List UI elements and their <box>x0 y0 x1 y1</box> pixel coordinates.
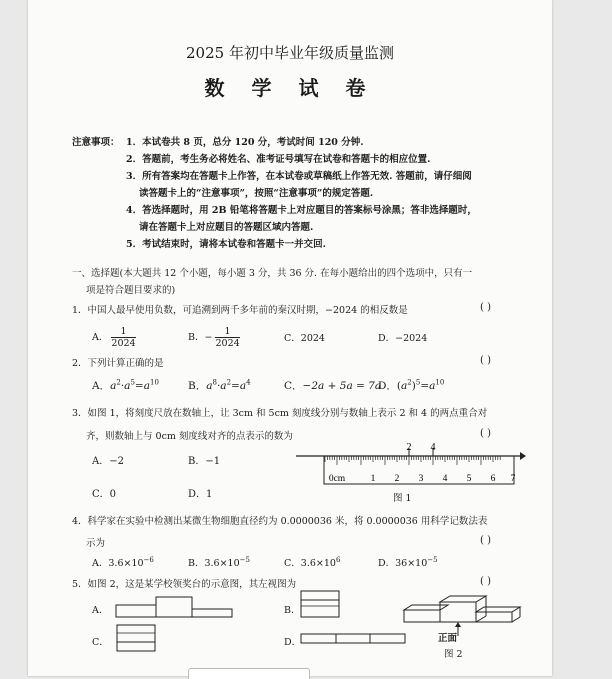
q1-stem: 1．中国人最早使用负数，可追溯到两千多年前的秦汉时期，−2024 的相反数是 <box>72 305 408 316</box>
q5-option-b-label[interactable]: B． <box>284 605 301 616</box>
q3-option-b[interactable]: B．−1 <box>188 456 221 467</box>
section-heading: 一、选择题(本大题共 12 个小题，每小题 3 分，共 36 分. 在每小题给出的四个选项中，只有一 <box>72 268 473 279</box>
page-footer-tab <box>188 668 310 679</box>
exam-page <box>28 0 552 676</box>
notice-item-5: 5．考试结束时，请将本试卷和答题卡一并交回. <box>126 239 326 250</box>
q5-option-c-figure[interactable] <box>116 624 160 654</box>
ruler-label-4: 4 <box>442 474 448 484</box>
q1-option-c[interactable]: C．2024 <box>284 333 325 344</box>
figure-1-caption: 图 1 <box>393 493 412 504</box>
subject-title: 数 学 试 卷 <box>204 76 376 100</box>
ruler-label-1: 1 <box>370 474 376 484</box>
axis-label-2: 2 <box>406 442 412 453</box>
q1-option-a[interactable]: A． $\frac{1}{2024}$ <box>92 326 136 349</box>
q4-stem-cont: 示为 <box>86 538 106 549</box>
q5-option-d-label[interactable]: D． <box>284 637 302 648</box>
q2-answer-paren: ( ) <box>480 355 491 366</box>
ruler-label-7: 7 <box>510 474 516 484</box>
ruler-label-5: 5 <box>466 474 472 484</box>
notice-item-3-cont: 读答题卡上的“注意事项”，按照“注意事项”的规定答题. <box>139 188 374 199</box>
section-heading-cont: 项是符合题目要求的) <box>86 285 176 296</box>
q3-option-c[interactable]: C．0 <box>92 489 117 500</box>
q3-option-a[interactable]: A．−2 <box>92 456 124 467</box>
fraction: $\frac{1}{2024}$ <box>111 326 136 349</box>
q5-option-b-figure[interactable] <box>300 590 344 620</box>
notice-item-3: 3．所有答案均在答题卡上作答，在本试卷或草稿纸上作答无效. 答题前，请仔细阅 <box>126 171 472 182</box>
q1-option-b[interactable]: B．− $\frac{1}{2024}$ <box>188 326 240 349</box>
q5-option-d-figure[interactable] <box>300 632 410 646</box>
q5-stem: 5．如图 2，这是某学校领奖台的示意图，其左视图为 <box>72 579 297 590</box>
q3-stem: 3．如图 1，将刻度尺放在数轴上，让 3cm 和 5cm 刻度线分别与数轴上表示 2 和 4 的两点重合对 <box>72 408 488 419</box>
q2-option-d[interactable]: D．$(a^2)^5=a^{10}$ <box>378 378 445 392</box>
q2-option-b[interactable]: B．$a^8\cdot a^2=a^4$ <box>188 378 251 392</box>
ruler-label-6: 6 <box>490 474 496 484</box>
q3-answer-paren: ( ) <box>480 428 491 439</box>
notice-item-4-cont: 请在答题卡上对应题目的答题区域内答题. <box>139 222 314 233</box>
q4-option-b[interactable]: B．$3.6\times 10^{-5}$ <box>188 555 250 569</box>
q4-option-c[interactable]: C．$3.6\times 10^6$ <box>284 555 341 569</box>
exam-title: 2025 年初中毕业年级质量监测 <box>186 44 394 62</box>
q1-answer-paren: ( ) <box>480 302 491 313</box>
figure-2-podium <box>400 592 530 638</box>
q5-option-a-figure[interactable] <box>116 596 246 620</box>
q5-option-c-label[interactable]: C． <box>92 637 109 648</box>
q5-answer-paren: ( ) <box>480 576 491 587</box>
q4-option-d[interactable]: D．$36\times 10^{-5}$ <box>378 555 438 569</box>
figure-2-front-label: 正面 <box>438 633 458 644</box>
q3-stem-cont: 齐，则数轴上与 0cm 刻度线对齐的点表示的数为 <box>86 431 293 442</box>
q5-option-a-label[interactable]: A． <box>92 605 109 616</box>
figure-2-caption: 图 2 <box>444 649 463 660</box>
ruler-label-3: 3 <box>418 474 424 484</box>
q4-option-a[interactable]: A．$3.6\times 10^{-6}$ <box>92 555 154 569</box>
notice-item-1: 1．本试卷共 8 页，总分 120 分，考试时间 120 分钟. <box>126 137 364 148</box>
q2-option-c[interactable]: C．−2a + 5a = 7a <box>284 380 382 392</box>
q2-option-a[interactable]: A．$a^2\cdot a^5=a^{10}$ <box>92 378 159 392</box>
ruler-label-0: 0cm <box>328 474 346 484</box>
notice-item-4: 4．答选择题时，用 2B 铅笔将答题卡上对应题目的答案标号涂黑；答非选择题时， <box>126 205 477 216</box>
q4-stem: 4．科学家在实验中检测出某微生物细胞直径约为 0.0000036 米，将 0.0000036 用科学记数法表 <box>72 516 488 527</box>
axis-label-4: 4 <box>430 442 436 453</box>
q3-option-d[interactable]: D．1 <box>188 489 213 500</box>
q4-answer-paren: ( ) <box>480 535 491 546</box>
q2-stem: 2．下列计算正确的是 <box>72 358 164 369</box>
ruler-label-2: 2 <box>394 474 400 484</box>
q1-option-d[interactable]: D．−2024 <box>378 333 428 344</box>
notice-item-2: 2．答题前，考生务必将姓名、准考证号填写在试卷和答题卡的相应位置. <box>126 154 431 165</box>
fraction: $\frac{1}{2024}$ <box>215 326 240 349</box>
notice-label: 注意事项： <box>72 137 120 148</box>
